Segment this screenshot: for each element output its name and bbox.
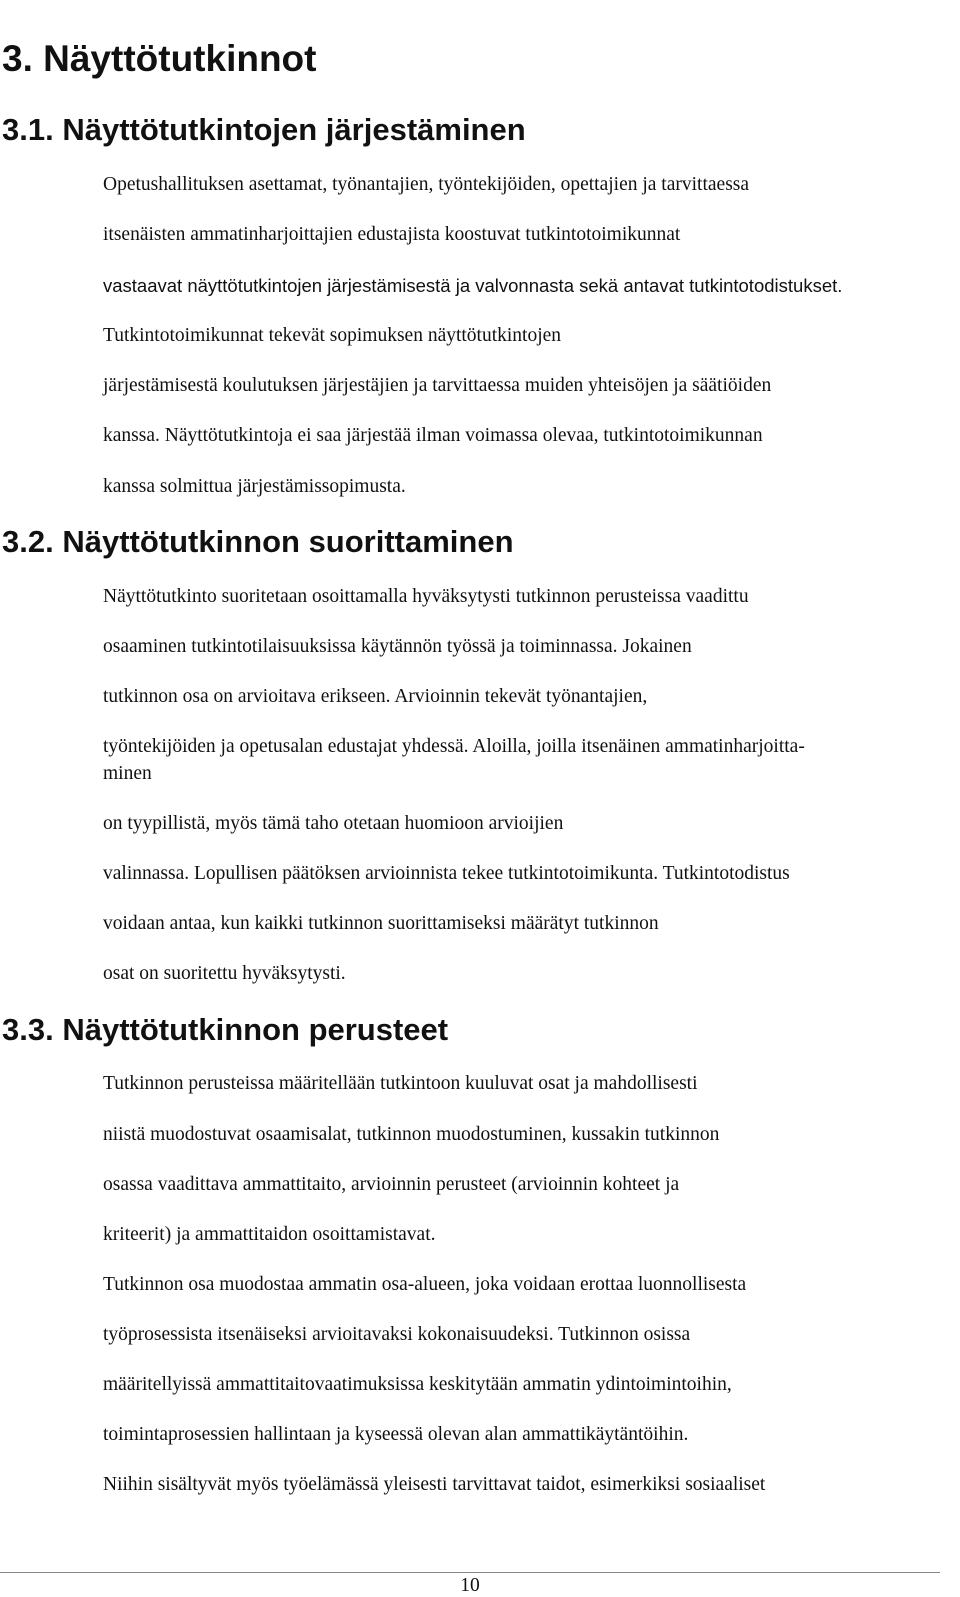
paragraph-line: Tutkintotoimikunnat tekevät sopimuksen näyttötutkintojen: [103, 325, 562, 346]
paragraph-line: toimintaprosessien hallintaan ja kyseessä olevan alan ammattikäytäntöihin.: [103, 1424, 689, 1445]
section-heading-3-1: 3.1. Näyttötutkintojen järjestäminen: [2, 112, 526, 147]
paragraph-line: on tyypillistä, myös tämä taho otetaan huomioon arvioijien: [103, 813, 564, 834]
page-number: 10: [460, 1575, 480, 1596]
paragraph-line: osaaminen tutkintotilaisuuksissa käytännön työssä ja toiminnassa. Jokainen: [103, 636, 692, 657]
paragraph-line: osassa vaadittava ammattitaito, arvioinnin perusteet (arvioinnin kohteet ja: [103, 1174, 680, 1195]
section-heading-3-3: 3.3. Näyttötutkinnon perusteet: [2, 1012, 449, 1047]
paragraph-line: järjestämisestä koulutuksen järjestäjien ja tarvittaessa muiden yhteisöjen ja säätiöiden: [103, 375, 772, 396]
paragraph-line: minen: [103, 763, 152, 784]
paragraph-line: valinnassa. Lopullisen päätöksen arvioinnista tekee tutkintotoimikunta. Tutkintotodistus: [103, 863, 790, 884]
footer-divider: [0, 1572, 940, 1573]
paragraph-line: vastaavat näyttötutkintojen järjestämisestä ja valvonnasta sekä antavat tutkintotodistukset.: [103, 275, 843, 296]
paragraph-line: kanssa solmittua järjestämissopimusta.: [103, 476, 406, 497]
paragraph-line: määritellyissä ammattitaitovaatimuksissa keskitytään ammatin ydintoimintoihin,: [103, 1374, 732, 1395]
paragraph-line: voidaan antaa, kun kaikki tutkinnon suorittamiseksi määrätyt tutkinnon: [103, 913, 659, 934]
paragraph-line: Tutkinnon osa muodostaa ammatin osa-alueen, joka voidaan erottaa luonnollisesta: [103, 1274, 747, 1295]
paragraph-line: Tutkinnon perusteissa määritellään tutkintoon kuuluvat osat ja mahdollisesti: [103, 1073, 698, 1094]
paragraph-line: tutkinnon osa on arvioitava erikseen. Arvioinnin tekevät työnantajien,: [103, 686, 648, 707]
paragraph-line: kanssa. Näyttötutkintoja ei saa järjestää ilman voimassa olevaa, tutkintotoimikunnan: [103, 425, 763, 446]
paragraph-line: Niihin sisältyvät myös työelämässä yleisesti tarvittavat taidot, esimerkiksi sosiaaliset: [103, 1474, 766, 1495]
chapter-title: 3. Näyttötutkinnot: [2, 38, 317, 79]
paragraph-line: Opetushallituksen asettamat, työnantajien, työntekijöiden, opettajien ja tarvittaessa: [103, 174, 750, 195]
paragraph-line: niistä muodostuvat osaamisalat, tutkinnon muodostuminen, kussakin tutkinnon: [103, 1124, 720, 1145]
section-heading-3-2: 3.2. Näyttötutkinnon suorittaminen: [2, 524, 514, 559]
paragraph-line: työntekijöiden ja opetusalan edustajat yhdessä. Aloilla, joilla itsenäinen ammatinharjoitta-: [103, 736, 805, 757]
paragraph-line: itsenäisten ammatinharjoittajien edustajista koostuvat tutkintotoimikunnat: [103, 224, 681, 245]
paragraph-line: kriteerit) ja ammattitaidon osoittamistavat.: [103, 1224, 436, 1245]
paragraph-line: työprosessista itsenäiseksi arvioitavaksi kokonaisuudeksi. Tutkinnon osissa: [103, 1324, 691, 1345]
paragraph-line: Näyttötutkinto suoritetaan osoittamalla hyväksytysti tutkinnon perusteissa vaadittu: [103, 586, 749, 607]
paragraph-line: osat on suoritettu hyväksytysti.: [103, 963, 346, 984]
